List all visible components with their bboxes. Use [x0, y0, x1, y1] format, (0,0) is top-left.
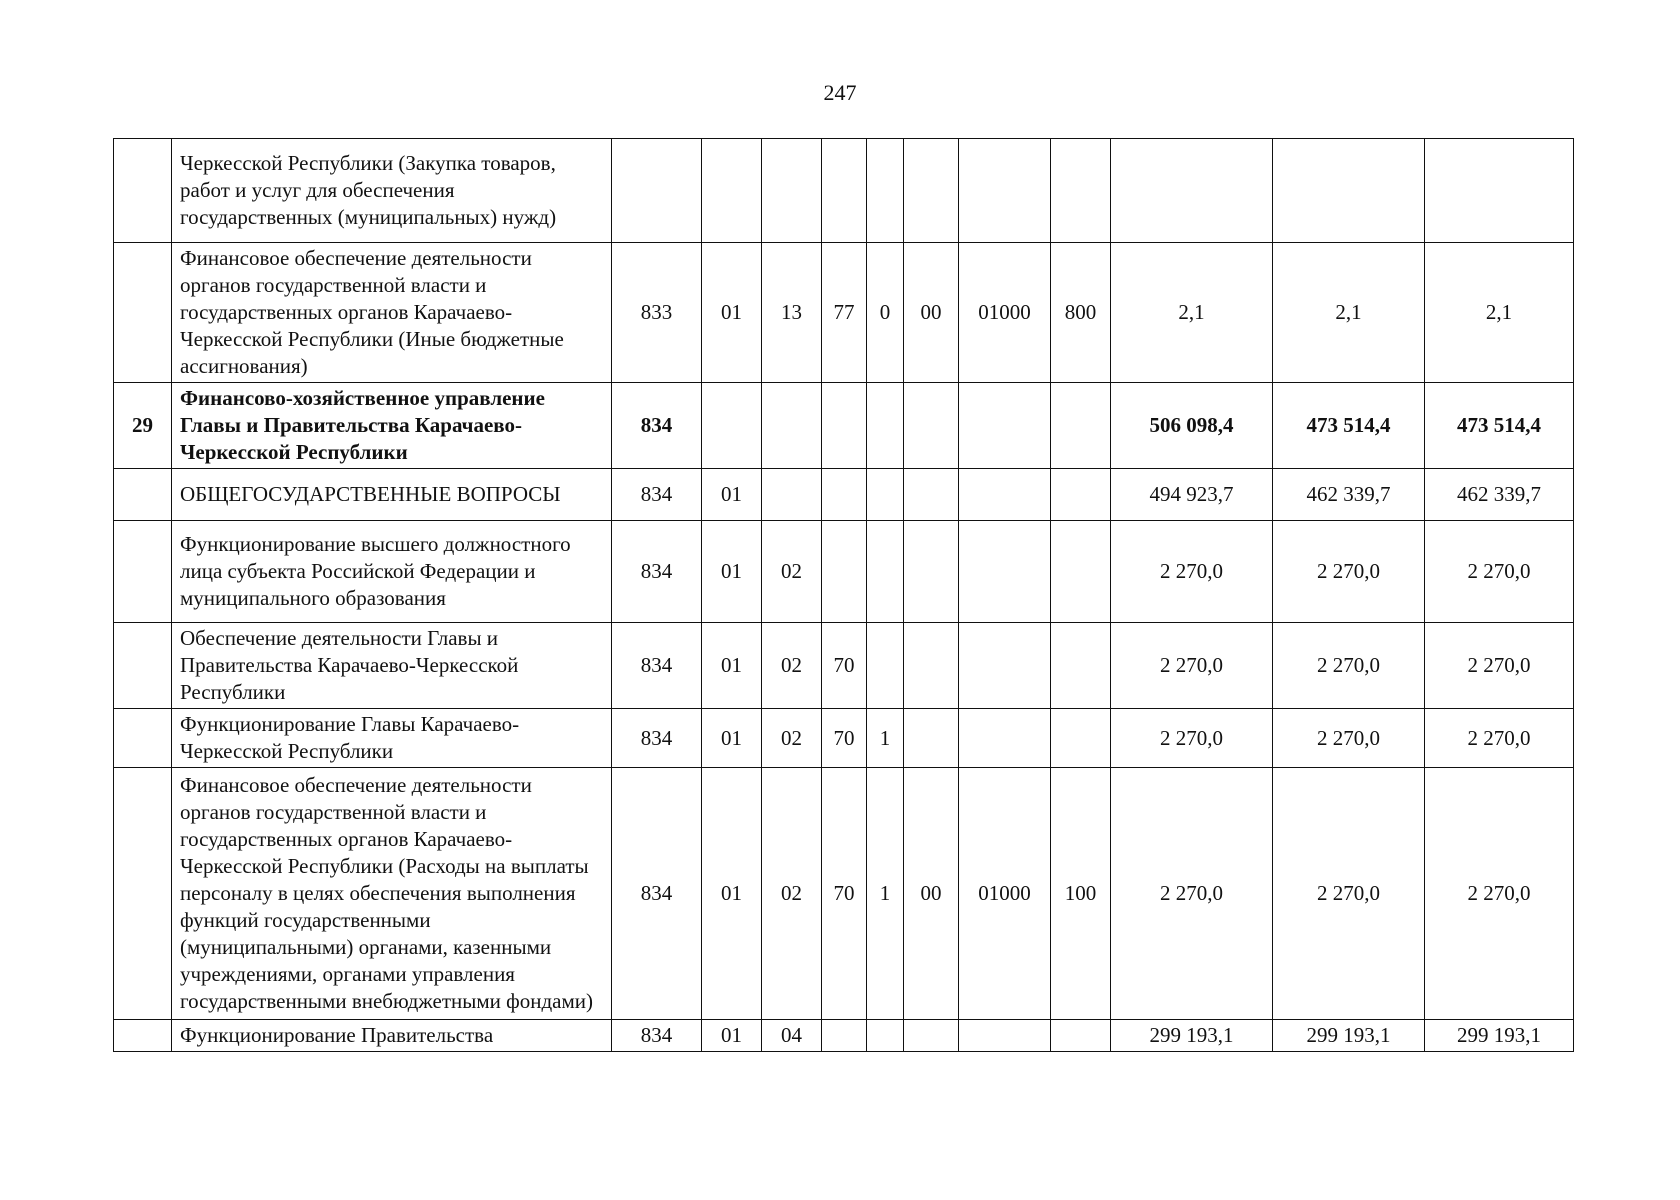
amount-year-2: 299 193,1 [1273, 1020, 1425, 1052]
amount-year-2: 2 270,0 [1273, 623, 1425, 709]
expense-type-code: 800 [1051, 243, 1111, 383]
direction-code [959, 469, 1051, 521]
amount-year-3: 299 193,1 [1425, 1020, 1574, 1052]
section-code [702, 139, 762, 243]
amount-year-3: 2,1 [1425, 243, 1574, 383]
ministry-code: 834 [612, 1020, 702, 1052]
amount-year-2 [1273, 139, 1425, 243]
table-row [114, 469, 1574, 521]
expense-type-code [1051, 139, 1111, 243]
ministry-code: 834 [612, 521, 702, 623]
table-row [114, 709, 1574, 768]
row-number [114, 623, 172, 709]
expense-type-code [1051, 383, 1111, 469]
program-code [822, 383, 867, 469]
row-name: Функционирование Главы Карачаево-Черкесской Республики [172, 709, 612, 768]
ministry-code: 834 [612, 623, 702, 709]
direction-code [959, 383, 1051, 469]
amount-year-2: 2,1 [1273, 243, 1425, 383]
subsection-code: 13 [762, 243, 822, 383]
subprogram-code [867, 139, 904, 243]
subprogram-code: 1 [867, 768, 904, 1020]
amount-year-3: 2 270,0 [1425, 768, 1574, 1020]
direction-code [959, 1020, 1051, 1052]
event-code [904, 139, 959, 243]
row-number [114, 243, 172, 383]
event-code: 00 [904, 243, 959, 383]
ministry-code: 834 [612, 768, 702, 1020]
program-code: 70 [822, 623, 867, 709]
amount-year-2: 473 514,4 [1273, 383, 1425, 469]
direction-code [959, 709, 1051, 768]
expense-type-code [1051, 623, 1111, 709]
row-number [114, 768, 172, 1020]
amount-year-3: 462 339,7 [1425, 469, 1574, 521]
section-code: 01 [702, 521, 762, 623]
subsection-code: 02 [762, 709, 822, 768]
row-number: 29 [114, 383, 172, 469]
ministry-code: 834 [612, 383, 702, 469]
expense-type-code [1051, 521, 1111, 623]
subprogram-code [867, 383, 904, 469]
row-name: Финансовое обеспечение деятельности органов государственной власти и государственных органов Карачаево-Черкесской Республики (Расходы на выплаты персоналу в целях обеспечения выполнения функций государственными (муниципальными) органами, казенными учреждениями, органами управления государственными внебюджетными фондами) [172, 768, 612, 1020]
row-number [114, 521, 172, 623]
amount-year-1: 506 098,4 [1111, 383, 1273, 469]
amount-year-1: 494 923,7 [1111, 469, 1273, 521]
event-code [904, 623, 959, 709]
section-code [702, 383, 762, 469]
program-code [822, 521, 867, 623]
amount-year-2: 2 270,0 [1273, 521, 1425, 623]
program-code [822, 1020, 867, 1052]
row-name: Обеспечение деятельности Главы и Правительства Карачаево-Черкесской Республики [172, 623, 612, 709]
amount-year-3: 2 270,0 [1425, 709, 1574, 768]
subsection-code [762, 469, 822, 521]
amount-year-1: 2 270,0 [1111, 768, 1273, 1020]
row-number [114, 139, 172, 243]
event-code: 00 [904, 768, 959, 1020]
section-code: 01 [702, 243, 762, 383]
ministry-code: 834 [612, 709, 702, 768]
direction-code: 01000 [959, 243, 1051, 383]
section-code: 01 [702, 1020, 762, 1052]
program-code: 77 [822, 243, 867, 383]
row-number [114, 709, 172, 768]
expense-type-code [1051, 469, 1111, 521]
page-number: 247 [823, 80, 857, 105]
subprogram-code [867, 521, 904, 623]
amount-year-2: 2 270,0 [1273, 709, 1425, 768]
subprogram-code: 1 [867, 709, 904, 768]
row-number [114, 1020, 172, 1052]
table-row [114, 768, 1574, 1020]
section-code: 01 [702, 623, 762, 709]
subprogram-code [867, 469, 904, 521]
direction-code [959, 623, 1051, 709]
amount-year-1 [1111, 139, 1273, 243]
subsection-code: 04 [762, 1020, 822, 1052]
direction-code [959, 521, 1051, 623]
section-code: 01 [702, 469, 762, 521]
amount-year-3: 473 514,4 [1425, 383, 1574, 469]
amount-year-2: 2 270,0 [1273, 768, 1425, 1020]
program-code [822, 139, 867, 243]
amount-year-3: 2 270,0 [1425, 521, 1574, 623]
expense-type-code [1051, 1020, 1111, 1052]
table-row [114, 1020, 1574, 1052]
section-code: 01 [702, 768, 762, 1020]
amount-year-3: 2 270,0 [1425, 623, 1574, 709]
direction-code: 01000 [959, 768, 1051, 1020]
section-code: 01 [702, 709, 762, 768]
subsection-code: 02 [762, 623, 822, 709]
event-code [904, 383, 959, 469]
table-row [114, 139, 1574, 243]
subsection-code: 02 [762, 768, 822, 1020]
budget-table [113, 138, 1574, 1052]
table-row [114, 521, 1574, 623]
subprogram-code [867, 1020, 904, 1052]
event-code [904, 1020, 959, 1052]
row-name: Черкесской Республики (Закупка товаров, работ и услуг для обеспечения государственных (муниципальных) нужд) [172, 139, 612, 243]
subsection-code: 02 [762, 521, 822, 623]
amount-year-1: 299 193,1 [1111, 1020, 1273, 1052]
table-row [114, 623, 1574, 709]
table-row [114, 383, 1574, 469]
amount-year-1: 2 270,0 [1111, 709, 1273, 768]
program-code: 70 [822, 709, 867, 768]
subprogram-code [867, 623, 904, 709]
ministry-code: 833 [612, 243, 702, 383]
subprogram-code: 0 [867, 243, 904, 383]
amount-year-1: 2,1 [1111, 243, 1273, 383]
event-code [904, 521, 959, 623]
row-name: Финансовое обеспечение деятельности органов государственной власти и государственных органов Карачаево-Черкесской Республики (Иные бюджетные ассигнования) [172, 243, 612, 383]
direction-code [959, 139, 1051, 243]
expense-type-code [1051, 709, 1111, 768]
event-code [904, 709, 959, 768]
row-name: Финансово-хозяйственное управление Главы и Правительства Карачаево-Черкесской Республики [172, 383, 612, 469]
subsection-code [762, 383, 822, 469]
expense-type-code: 100 [1051, 768, 1111, 1020]
row-name: ОБЩЕГОСУДАРСТВЕННЫЕ ВОПРОСЫ [172, 469, 612, 521]
ministry-code [612, 139, 702, 243]
amount-year-1: 2 270,0 [1111, 623, 1273, 709]
amount-year-3 [1425, 139, 1574, 243]
table-row [114, 243, 1574, 383]
program-code [822, 469, 867, 521]
subsection-code [762, 139, 822, 243]
event-code [904, 469, 959, 521]
amount-year-1: 2 270,0 [1111, 521, 1273, 623]
row-number [114, 469, 172, 521]
amount-year-2: 462 339,7 [1273, 469, 1425, 521]
row-name: Функционирование высшего должностного лица субъекта Российской Федерации и муниципального образования [172, 521, 612, 623]
row-name: Функционирование Правительства [172, 1020, 612, 1052]
ministry-code: 834 [612, 469, 702, 521]
program-code: 70 [822, 768, 867, 1020]
